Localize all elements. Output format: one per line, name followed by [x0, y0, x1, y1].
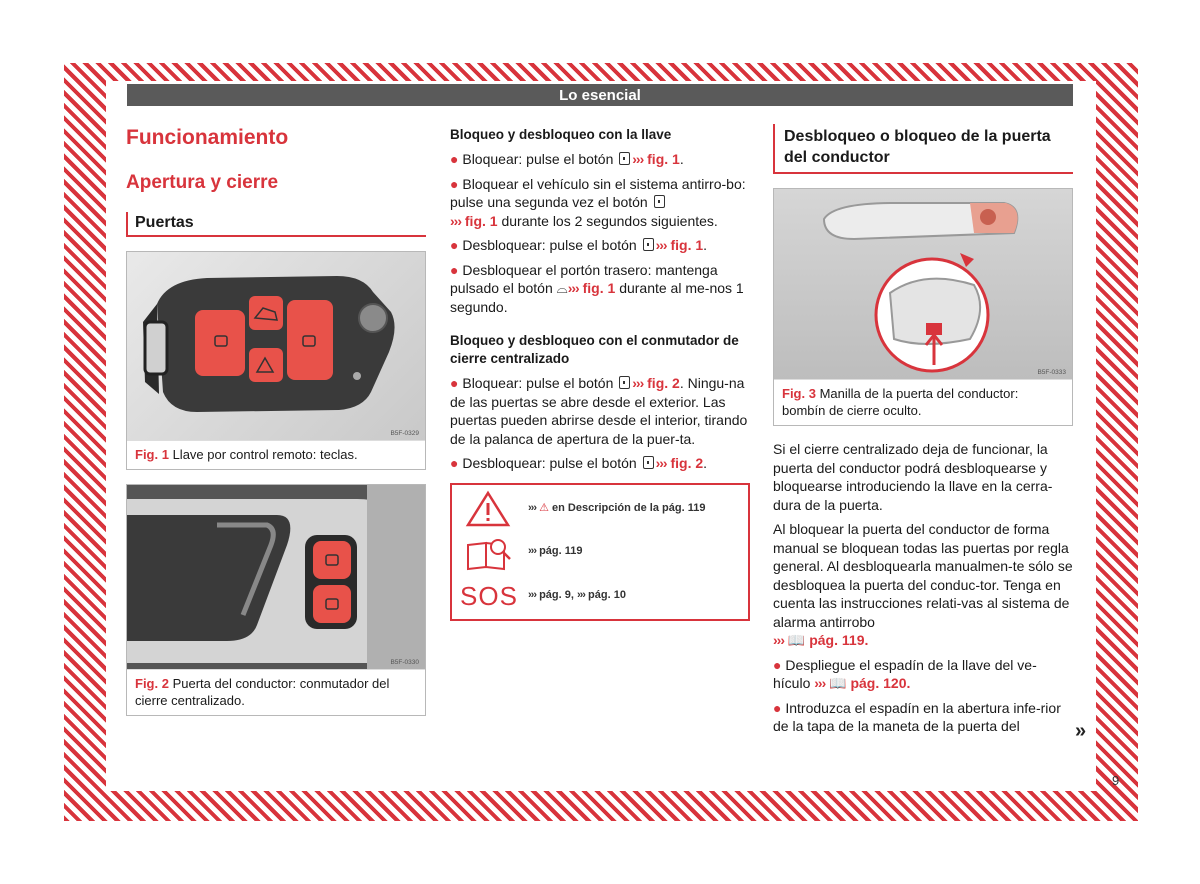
subheading-key: Bloqueo y desbloqueo con la llave: [450, 127, 672, 142]
subsection-title: Puertas: [126, 212, 426, 237]
page-link[interactable]: pág. 119.: [809, 632, 869, 648]
figure-code: B5F-0329: [390, 430, 419, 437]
trunk-icon: ⌓: [556, 280, 568, 296]
unlock-icon: [643, 238, 654, 251]
figure-link[interactable]: fig. 1: [582, 280, 616, 296]
list-item: ● Bloquear el vehículo sin el sistema antirro-bo: pulse una segunda vez el botón ››› fig. 1 durante los 2 segundos siguientes.: [450, 175, 746, 229]
figure-link[interactable]: fig. 1: [464, 212, 498, 229]
figure-3: [773, 188, 1073, 426]
lock-icon: [619, 376, 630, 389]
warning-note: [452, 489, 748, 529]
figure-link[interactable]: fig. 2: [670, 455, 704, 471]
figure-label: Fig. 2: [135, 676, 169, 691]
paragraph: Si el cierre centralizado deja de funcionar, la puerta del conductor podrá desbloquearse y bloquearse introduciendo la llave en la cerra-dura de la puerta.: [773, 441, 1053, 513]
door-handle-illustration: [774, 189, 1072, 379]
figure-caption: [127, 440, 425, 469]
book-magnifier-icon: 📖: [829, 675, 847, 691]
book-magnifier-icon: 📖: [787, 632, 806, 648]
list-item: ● Desbloquear: pulse el botón ››› fig. 2.: [450, 455, 708, 471]
list-item: ● Bloquear: pulse el botón ››› fig. 1.: [450, 151, 684, 167]
chapter-title: Funcionamiento: [126, 126, 289, 149]
figure-1: [126, 251, 426, 470]
figure-link[interactable]: fig. 2: [647, 375, 680, 391]
lock-icon: [654, 195, 665, 208]
warning-triangle-icon: [460, 489, 516, 529]
sos-icon: SOS: [460, 580, 518, 611]
lock-icon: [619, 152, 630, 165]
list-item: ● Desbloquear el portón trasero: mantenga pulsado el botón ⌓››› fig. 1 durante al me-nos 1 segundo.: [450, 261, 744, 315]
paragraph: Al bloquear la puerta del conductor de forma manual se bloquean todas las puertas por regla general. Al desbloquearla manualmen-te sólo se desbloquea la puerta del conduc-tor. Tenga en cuenta las instrucciones relati-vas al sistema de alarma antirrobo ››› 📖 pág. 119.: [773, 521, 1073, 648]
list-item: ● Bloquear: pulse el botón ››› fig. 2. Ningu-na de las puertas se abre desde el exterior. Las puertas pueden abrirse desde el interior, tirando de la palanca de apertura de la puer-ta.: [450, 375, 748, 447]
door-handle-image: [774, 189, 1072, 379]
key-remote-illustration: [127, 252, 425, 440]
figure-link[interactable]: fig. 1: [670, 237, 704, 253]
section-header: Lo esencial: [127, 84, 1073, 106]
figure-caption-text: Manilla de la puerta del conductor: bombín de cierre oculto.: [782, 386, 1019, 418]
unlock-icon: [643, 456, 654, 469]
door-switch-illustration: [127, 485, 425, 669]
figure-code: B5F-0333: [1037, 369, 1066, 376]
column-3: [773, 124, 1073, 742]
page-number: 9: [1112, 773, 1120, 788]
column-1: [126, 120, 426, 716]
page-link[interactable]: pág. 120.: [850, 675, 911, 691]
book-magnifier-icon: [460, 533, 516, 573]
book-note: [452, 533, 748, 573]
figure-2: [126, 484, 426, 716]
figure-caption-text: Puerta del conductor: conmutador del cierre centralizado.: [135, 676, 390, 708]
subsection-title: Desbloqueo o bloqueo de la puerta del conductor: [773, 124, 1073, 174]
list-item: ● Despliegue el espadín de la llave del ve-hículo ››› 📖 pág. 120.: [773, 656, 1037, 691]
column-2: [450, 126, 750, 621]
figure-link[interactable]: fig. 1: [647, 151, 680, 167]
figure-code: B5F-0330: [390, 659, 419, 666]
list-item: ● Introduzca el espadín en la abertura infe-rior de la tapa de la maneta de la puerta del: [773, 699, 1061, 734]
figure-caption: [774, 379, 1072, 425]
note-text[interactable]: ››› pág. 119: [528, 544, 583, 557]
figure-caption: [127, 669, 425, 715]
figure-caption-text: Llave por control remoto: teclas.: [172, 447, 358, 462]
figure-label: Fig. 3: [782, 386, 816, 401]
sos-note: [452, 577, 748, 617]
section-title: Apertura y cierre: [126, 172, 279, 193]
figure-label: Fig. 1: [135, 447, 169, 462]
subheading-switch: Bloqueo y desbloqueo con el conmutador de cierre centralizado: [450, 333, 739, 366]
warning-icon-small: ⚠: [539, 501, 549, 514]
key-remote-image: [127, 252, 425, 440]
list-item: ● Desbloquear: pulse el botón ››› fig. 1.: [450, 237, 708, 253]
note-text[interactable]: ››› ⚠ en Descripción de la pág. 119: [528, 501, 706, 514]
note-text[interactable]: ››› pág. 9, ››› pág. 10: [528, 588, 626, 601]
door-switch-image: [127, 485, 425, 669]
continued-marker: »: [1075, 720, 1087, 742]
notes-box: [450, 483, 750, 621]
